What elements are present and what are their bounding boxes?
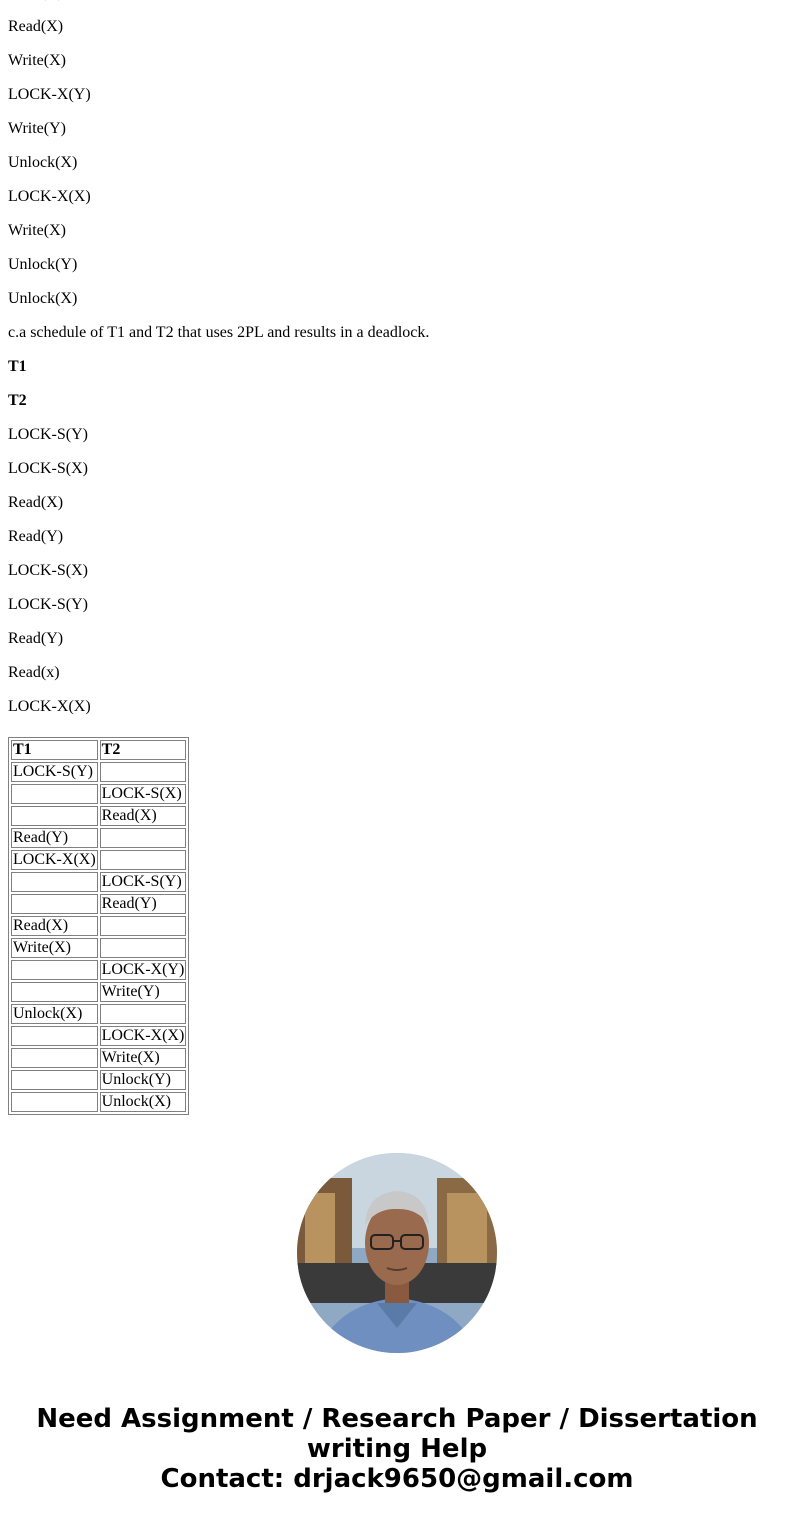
cell-t1: Read(Y) [11, 828, 98, 848]
cell-t1: Unlock(X) [11, 1004, 98, 1024]
text-line: Read(x) [8, 664, 60, 681]
cell-t2 [100, 938, 187, 958]
cell-t2: LOCK-X(X) [101, 1027, 185, 1044]
text-line: Write(X) [8, 52, 66, 69]
promo-line-3: Contact: drjack9650@gmail.com [160, 1464, 634, 1494]
cell-t1 [11, 960, 98, 980]
cell-t2: Read(X) [100, 806, 187, 826]
table-row [11, 1092, 186, 1112]
text-line: LOCK-S(Y) [8, 426, 88, 443]
text-line: LOCK-X(X) [8, 698, 91, 715]
table-header-t1: T1 [11, 740, 98, 760]
text-line: T1 [8, 358, 27, 375]
text-line: c.a schedule of T1 and T2 that uses 2PL and results in a deadlock. [8, 324, 430, 341]
cell-t1 [11, 806, 98, 826]
table-header-t2: T2 [100, 740, 187, 760]
table-row [11, 916, 186, 936]
promo-banner [0, 1404, 794, 1494]
text-line: Read(Y) [8, 528, 64, 545]
person-photo-icon [297, 1153, 497, 1353]
table-row [11, 762, 186, 782]
text-line: Unlock(X) [8, 154, 78, 171]
cell-t1: LOCK-X(X) [13, 851, 96, 868]
table-row [11, 894, 186, 914]
text-line [8, 0, 63, 2]
cell-t2 [100, 850, 187, 870]
table-row [11, 982, 186, 1002]
text-line: T2 [8, 392, 27, 409]
cell-t2 [100, 762, 187, 782]
table-row [11, 938, 186, 958]
cell-t2: Unlock(X) [100, 1092, 187, 1112]
cell-t1 [11, 894, 98, 914]
cell-t1 [11, 1048, 98, 1068]
cell-t2: Write(X) [100, 1048, 187, 1068]
table-row [11, 960, 186, 980]
cell-t2 [100, 1004, 187, 1024]
text-line: Read(X) [8, 18, 64, 35]
text-line: Unlock(X) [8, 290, 78, 307]
cell-t2: Unlock(Y) [100, 1070, 187, 1090]
cell-t2: Read(Y) [100, 894, 187, 914]
text-line: Write(X) [8, 222, 66, 239]
table-row [11, 828, 186, 848]
table-header-row [11, 740, 186, 760]
text-line: Read(X) [8, 494, 64, 511]
author-avatar [297, 1153, 497, 1353]
cell-t1 [11, 1092, 98, 1112]
cell-t1 [11, 982, 98, 1002]
cell-t1: LOCK-S(Y) [11, 762, 98, 782]
text-line: Write(Y) [8, 120, 66, 137]
cell-t2 [100, 916, 187, 936]
promo-line-1: Need Assignment / Research Paper / Dissertation [36, 1404, 758, 1434]
cell-t2: LOCK-S(X) [100, 784, 187, 804]
table-row [11, 850, 186, 870]
table-row [11, 806, 186, 826]
text-line: LOCK-S(X) [8, 460, 88, 477]
text-line: Read(Y) [8, 630, 64, 647]
cell-t1: Write(X) [11, 938, 98, 958]
cell-t1 [11, 1070, 98, 1090]
cell-t2: LOCK-S(Y) [100, 872, 187, 892]
cell-t1 [11, 1026, 98, 1046]
text-line: LOCK-S(X) [8, 562, 88, 579]
text-line: LOCK-S(Y) [8, 596, 88, 613]
cell-t2: Write(Y) [100, 982, 187, 1002]
cell-t1: Read(X) [11, 916, 98, 936]
text-line: LOCK-X(Y) [8, 86, 91, 103]
table-row [11, 1026, 186, 1046]
table-row [11, 1004, 186, 1024]
schedule-table [8, 737, 189, 1115]
promo-line-2: writing Help [306, 1434, 488, 1464]
table-row [11, 1048, 186, 1068]
table-row [11, 1070, 186, 1090]
cell-t1 [11, 872, 98, 892]
text-line: LOCK-X(X) [8, 188, 91, 205]
cell-t2: LOCK-X(Y) [101, 961, 185, 978]
table-row [11, 872, 186, 892]
text-line: Unlock(Y) [8, 256, 78, 273]
cell-t1 [11, 784, 98, 804]
cell-t2 [100, 828, 187, 848]
table-row [11, 784, 186, 804]
